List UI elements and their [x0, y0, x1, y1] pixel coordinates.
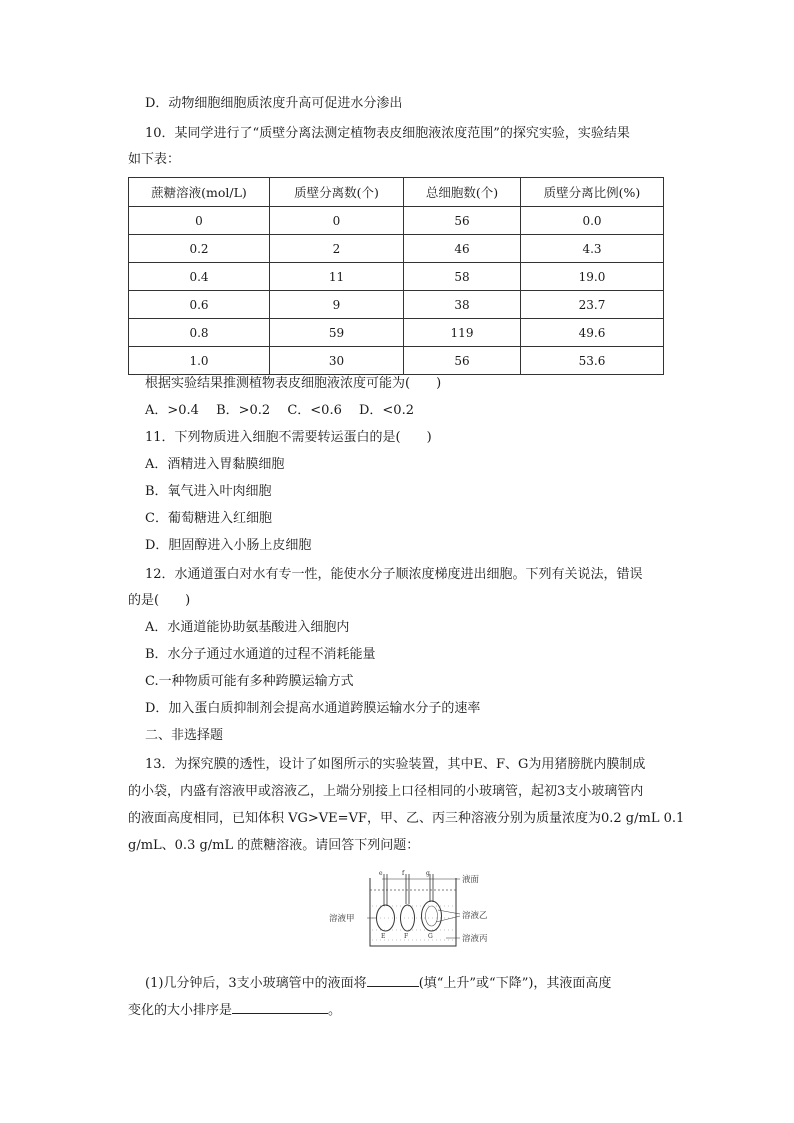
q10-question: 根据实验结果推测植物表皮细胞液浓度可能为( ) [145, 376, 442, 391]
bag-label-f: F [404, 933, 409, 940]
answer-blank-1[interactable] [367, 972, 419, 987]
table-cell: 0.0 [521, 207, 664, 235]
tube-label-e: e [379, 870, 383, 877]
q12-option-a: A．水通道能协助氨基酸进入细胞内 [145, 620, 350, 635]
q11-option-a: A．酒精进入胃黏膜细胞 [145, 457, 285, 472]
table-row [129, 319, 664, 347]
table-cell: 11 [270, 263, 404, 291]
table-cell: 1.0 [129, 347, 270, 375]
table-row [129, 235, 664, 263]
table-row [129, 291, 664, 319]
bag-e [377, 905, 395, 931]
table-cell: 119 [404, 319, 521, 347]
tube-label-f: f [402, 870, 405, 877]
table-cell: 30 [270, 347, 404, 375]
q10-stem-line1: 10．某同学进行了“质壁分离法测定植物表皮细胞液浓度范围”的探究实验，实验结果 [145, 126, 630, 141]
q10-results-table [128, 177, 664, 375]
table-cell: 56 [404, 207, 521, 235]
tube-label-g: g [426, 870, 430, 877]
table-cell: 0 [270, 207, 404, 235]
q11-stem: 11．下列物质进入细胞不需要转运蛋白的是( ) [145, 430, 432, 445]
table-cell: 58 [404, 263, 521, 291]
q12-option-b: B．水分子通过水通道的过程不消耗能量 [145, 647, 376, 662]
bag-label-g: G [428, 933, 433, 940]
table-row [129, 347, 664, 375]
label-solution-yi: 溶液乙 [462, 911, 488, 921]
bag-g [422, 901, 442, 931]
label-solution-jia: 溶液甲 [329, 914, 355, 924]
bag-label-e: E [381, 933, 386, 940]
table-cell: 49.6 [521, 319, 664, 347]
q11-option-d: D．胆固醇进入小肠上皮细胞 [145, 538, 312, 553]
answer-blank-2[interactable] [232, 999, 328, 1014]
table-cell: 9 [270, 291, 404, 319]
table-row [129, 263, 664, 291]
table-cell: 46 [404, 235, 521, 263]
table-cell: 4.3 [521, 235, 664, 263]
table-header-cell: 蔗糖溶液(mol/L) [129, 178, 270, 207]
q13-sub1-text-c: 变化的大小排序是 [128, 1003, 233, 1018]
table-cell: 0.8 [129, 319, 270, 347]
table-cell: 38 [404, 291, 521, 319]
q12-option-c: C.一种物质可能有多种跨膜运输方式 [145, 674, 354, 689]
table-cell: 56 [404, 347, 521, 375]
q11-option-c: C．葡萄糖进入红细胞 [145, 511, 272, 526]
table-cell: 59 [270, 319, 404, 347]
table-header-cell: 质壁分离比例(%) [521, 178, 664, 207]
q13-stem-line1: 13．为探究膜的透性，设计了如图所示的实验装置，其中E、F、G为用猪膀胱内膜制成 [145, 757, 646, 772]
q13-sub1-line2 [128, 999, 341, 1020]
table-header-row [129, 178, 664, 207]
q12-stem-line1: 12．水通道蛋白对水有专一性，能使水分子顺浓度梯度进出细胞。下列有关说法，错误 [145, 567, 643, 582]
table-row [129, 207, 664, 235]
section-title: 二、非选择题 [145, 728, 224, 743]
q13-sub1-text-b: (填“上升”或“下降”)，其液面高度 [418, 976, 612, 991]
q10-options: A．>0.4 B．>0.2 C．<0.6 D．<0.2 [145, 403, 414, 418]
q12-option-d: D．加入蛋白质抑制剂会提高水通道跨膜运输水分子的速率 [145, 701, 481, 716]
table-cell: 0 [129, 207, 270, 235]
label-liquid-surface: 液面 [462, 875, 480, 885]
q13-sub1-text-d: 。 [328, 1003, 342, 1018]
table-cell: 53.6 [521, 347, 664, 375]
q11-option-b: B．氧气进入叶肉细胞 [145, 484, 272, 499]
label-solution-bing: 溶液丙 [462, 934, 488, 944]
osmosis-apparatus-figure [326, 866, 502, 950]
q13-sub1-text-a: (1)几分钟后，3支小玻璃管中的液面将 [145, 976, 367, 991]
q12-stem-line2: 的是( ) [128, 593, 191, 608]
table-cell: 19.0 [521, 263, 664, 291]
q13-stem-line3: 的液面高度相同，已知体积 VG>VE=VF，甲、乙、丙三种溶液分别为质量浓度为0.2 g/mL 0.1 [128, 811, 685, 826]
table-header-cell: 质壁分离数(个) [270, 178, 404, 207]
q10-stem-line2: 如下表： [128, 152, 181, 167]
table-cell: 0.2 [129, 235, 270, 263]
table-cell: 0.4 [129, 263, 270, 291]
q13-sub1-line1 [145, 972, 611, 993]
table-cell: 23.7 [521, 291, 664, 319]
table-cell: 2 [270, 235, 404, 263]
q13-stem-line2: 的小袋，内盛有溶液甲或溶液乙，上端分别接上口径相同的小玻璃管，起初3支小玻璃管内 [128, 784, 644, 799]
table-cell: 0.6 [129, 291, 270, 319]
table-header-cell: 总细胞数(个) [404, 178, 521, 207]
q13-stem-line4: g/mL、0.3 g/mL 的蔗糖溶液。请回答下列问题： [128, 838, 420, 853]
q9-option-d: D．动物细胞细胞质浓度升高可促进水分渗出 [145, 96, 403, 111]
